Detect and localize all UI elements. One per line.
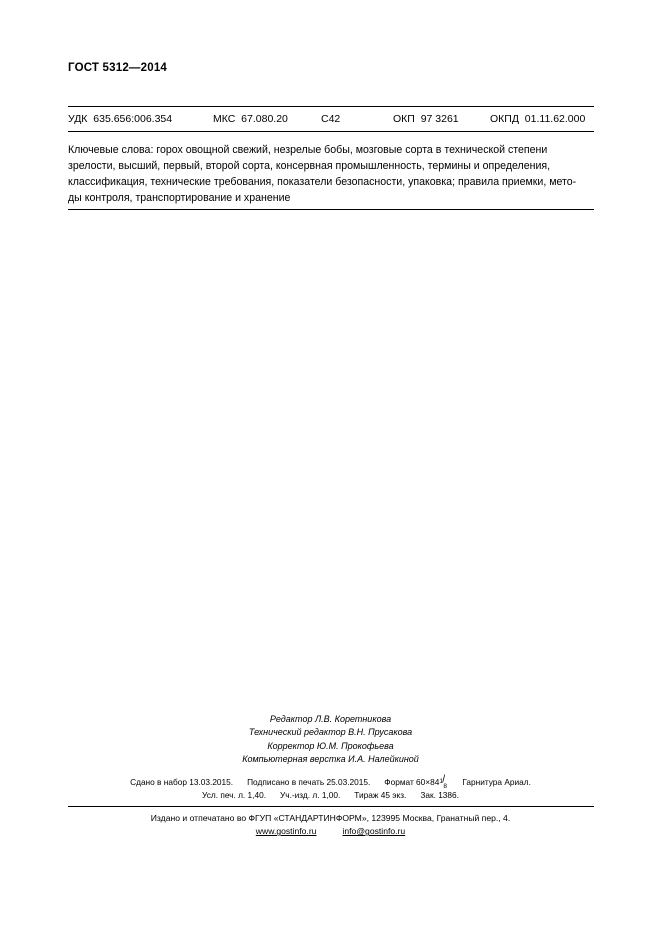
keywords-line-1: Ключевые слова: горох овощной свежий, незрелые бобы, мозговые сорта в технической степени [68,144,548,156]
keywords-line-2: зрелости, высший, первый, второй сорта, консервная промышленность, термины и определения, [68,160,551,173]
divider-bottom [68,209,594,210]
circulation: Тираж 45 экз. [354,790,407,800]
publisher-block [0,812,661,838]
keywords-line-4: ды контроля, транспортирование и хранение [68,192,291,205]
divider-top [68,106,594,107]
mks-code [213,113,321,125]
order-number: Зак. 1386. [420,790,459,800]
keywords-block [68,142,595,206]
group-code: С42 [321,113,341,125]
okp-code [393,113,490,125]
classification-codes-row [68,113,594,125]
format-label: Формат 60×84 [384,777,440,787]
okp-label: ОКП [393,113,415,125]
print-info-block [0,773,661,802]
format-denominator: 8 [443,782,447,790]
colophon-block [0,713,661,767]
mks-value: 67.080.20 [241,113,288,125]
udk-value: 635.656:006.354 [93,113,173,125]
standard-number: ГОСТ 5312—2014 [68,62,168,74]
udk-label: УДК [68,113,88,125]
fraction-slash-icon: / [442,773,446,785]
print-info-line-2 [0,789,661,802]
pub-sheets: Уч.-изд. л. 1,00. [280,790,341,800]
udk-code [68,113,213,125]
signed-date: Подписано в печать 25.03.2015. [247,777,371,787]
format-fraction [439,773,448,790]
okpd-label: ОКПД [490,113,519,125]
okpd-value: 01.11.62.000 [524,113,586,125]
divider-footer [68,806,594,807]
email-link[interactable]: info@gostinfo.ru [342,826,406,837]
print-sheets: Усл. печ. л. 1,40. [202,790,267,800]
keywords-line-3: классификация, технические требования, показатели безопасности, упаковка; правила приемки, мето- [68,176,577,189]
corrector-line: Корректор Ю.М. Прокофьева [267,740,394,751]
technical-editor-line: Технический редактор В.Н. Прусакова [248,727,413,738]
okpd-code [490,113,594,125]
editor-line: Редактор Л.В. Коретникова [269,714,392,724]
layout-line: Компьютерная верстка И.А. Налейкиной [242,754,419,765]
okp-value: 97 3261 [420,113,459,125]
format-numerator: 1 [439,777,443,785]
mks-label: МКС [213,113,236,125]
divider-middle [68,131,594,132]
publisher-line: Издано и отпечатано во ФГУП «СТАНДАРТИНФОРМ», 123995 Москва, Гранатный пер., 4. [150,813,511,823]
website-link[interactable]: www.gostinfo.ru [255,826,317,837]
publisher-contacts [0,825,661,838]
typeset-date: Сдано в набор 13.03.2015. [130,777,234,787]
print-info-line-1 [0,773,661,790]
typeface: Гарнитура Ариал. [462,777,531,787]
